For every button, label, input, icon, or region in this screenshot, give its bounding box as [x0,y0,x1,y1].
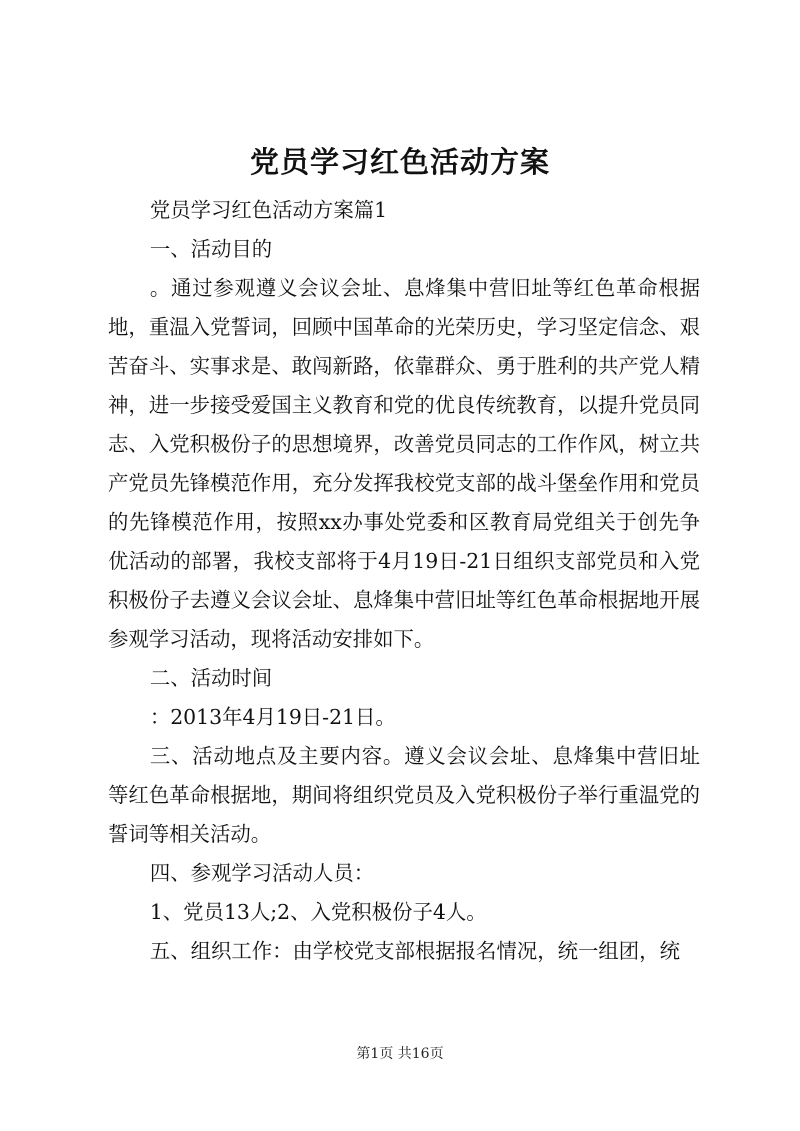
body-paragraph: 。通过参观遵义会议会址、息烽集中营旧址等红色革命根据地，重温入党誓词，回顾中国革命的光荣历史，学习坚定信念、艰苦奋斗、实事求是、敢闯新路，依靠群众、勇于胜利的共产党人精神，进一步接受爱国主义教育和党的优良传统教育，以提升党员同志、入党积极份子的思想境界，改善党员同志的工作作风，树立共产党员先锋模范作用，充分发挥我校党支部的战斗堡垒作用和党员的先锋模范作用，按照xx办事处党委和区教育局党组关于创先争优活动的部署，我校支部将于4月19日-21日组织支部党员和入党积极份子去遵义会议会址、息烽集中营旧址等红色革命根据地开展参观学习活动，现将活动安排如下。 [108,276,700,651]
section-heading: 一、活动目的 [149,237,273,261]
section-heading: 党员学习红色活动方案篇1 [149,198,388,222]
body-paragraph: 三、活动地点及主要内容。遵义会议会址、息烽集中营旧址等红色革命根据地，期间将组织党员及入党积极份子举行重温党的誓词等相关活动。 [108,744,700,846]
page-footer: 第1页 共16页 [356,1046,444,1062]
body-paragraph: 1、党员13人;2、入党积极份子4人。 [149,900,487,924]
body-paragraph: 五、组织工作：由学校党支部根据报名情况，统一组团，统 [149,939,680,963]
document-title: 党员学习红色活动方案 [249,145,550,179]
section-heading: 二、活动时间 [149,666,273,690]
document-body [108,191,700,971]
section-heading: 四、参观学习活动人员： [149,861,375,885]
body-paragraph: ：2013年4月19日-21日。 [149,705,396,729]
